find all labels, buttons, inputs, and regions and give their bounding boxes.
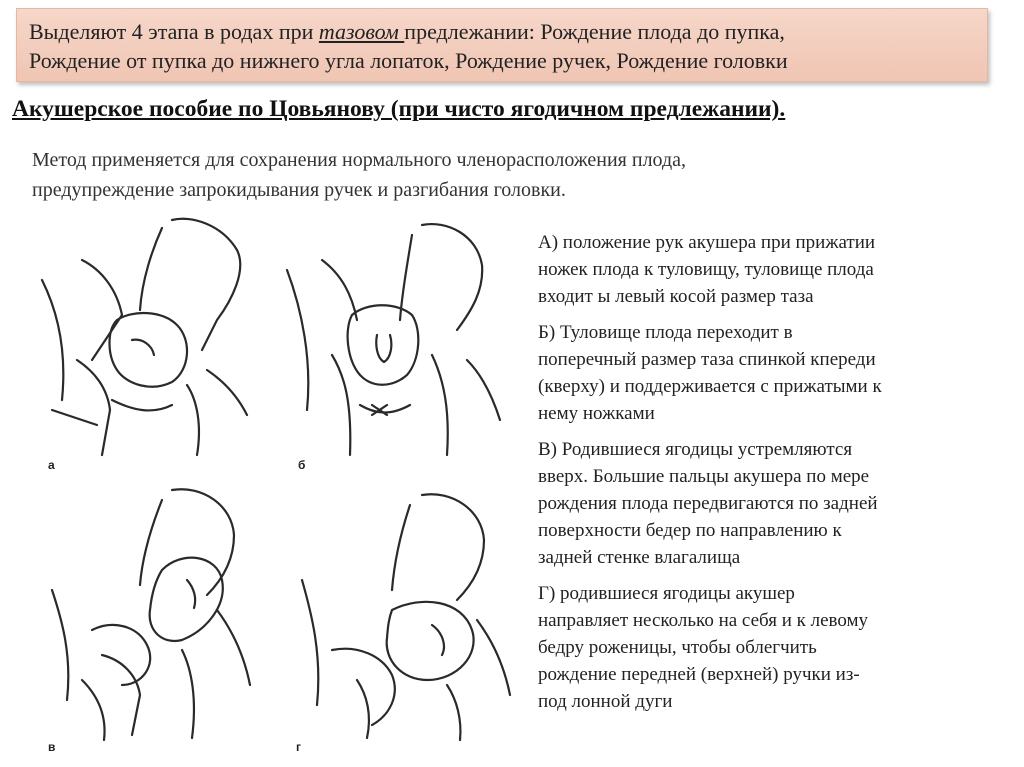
steps-list — [538, 229, 1008, 724]
illustration-a-drawing — [22, 210, 262, 460]
figure-label-g: г — [296, 740, 301, 754]
stages-line-2: Рождение от пупка до нижнего угла лопаток, Рождение ручек, Рождение головки — [29, 48, 788, 73]
method-intro: Метод применяется для сохранения нормального членорасположения плода, предупреждение запрокидывания ручек и разгибания головки. — [32, 149, 687, 201]
illustration-a — [22, 210, 262, 472]
section-title: Акушерское пособие по Цовьянову (при чисто ягодичном предлежании). — [12, 96, 786, 122]
step-v: В) Родившиеся ягодицы устремляются вверх. Большие пальцы акушера по мере рождения плода передвигаются по задней поверхности бедер по направлению к задней стенке влагалища — [538, 439, 878, 568]
illustration-g-drawing — [272, 480, 517, 745]
figure-label-b: б — [298, 458, 306, 472]
illustration-v-drawing — [22, 480, 262, 745]
step-b: Б) Туловище плода переходит в поперечный размер таза спинкой кпереди (кверху) и поддерживается с прижатыми к нему ножками — [538, 322, 882, 424]
figure-label-a: а — [48, 458, 55, 472]
figure-label-v: в — [48, 740, 56, 754]
step-g: Г) родившиеся ягодицы акушер направляет несколько на себя и к левому бедру роженицы, чтобы облегчить рождение передней (верхней) ручки из- под лонной дуги — [538, 583, 869, 712]
pelvic-emphasis: тазовом — [318, 19, 405, 44]
step-a: А) положение рук акушера при прижатии ножек плода к туловищу, туловище плода входит ы левый косой размер таза — [538, 232, 876, 307]
illustration-g — [272, 480, 517, 754]
illustration-b — [272, 210, 512, 472]
illustration-v — [22, 480, 262, 754]
stages-line-1: Выделяют 4 этапа в родах при тазовом предлежании: Рождение плода до пупка, — [29, 19, 785, 44]
stages-note-box — [16, 8, 988, 82]
illustration-b-drawing — [272, 210, 512, 460]
